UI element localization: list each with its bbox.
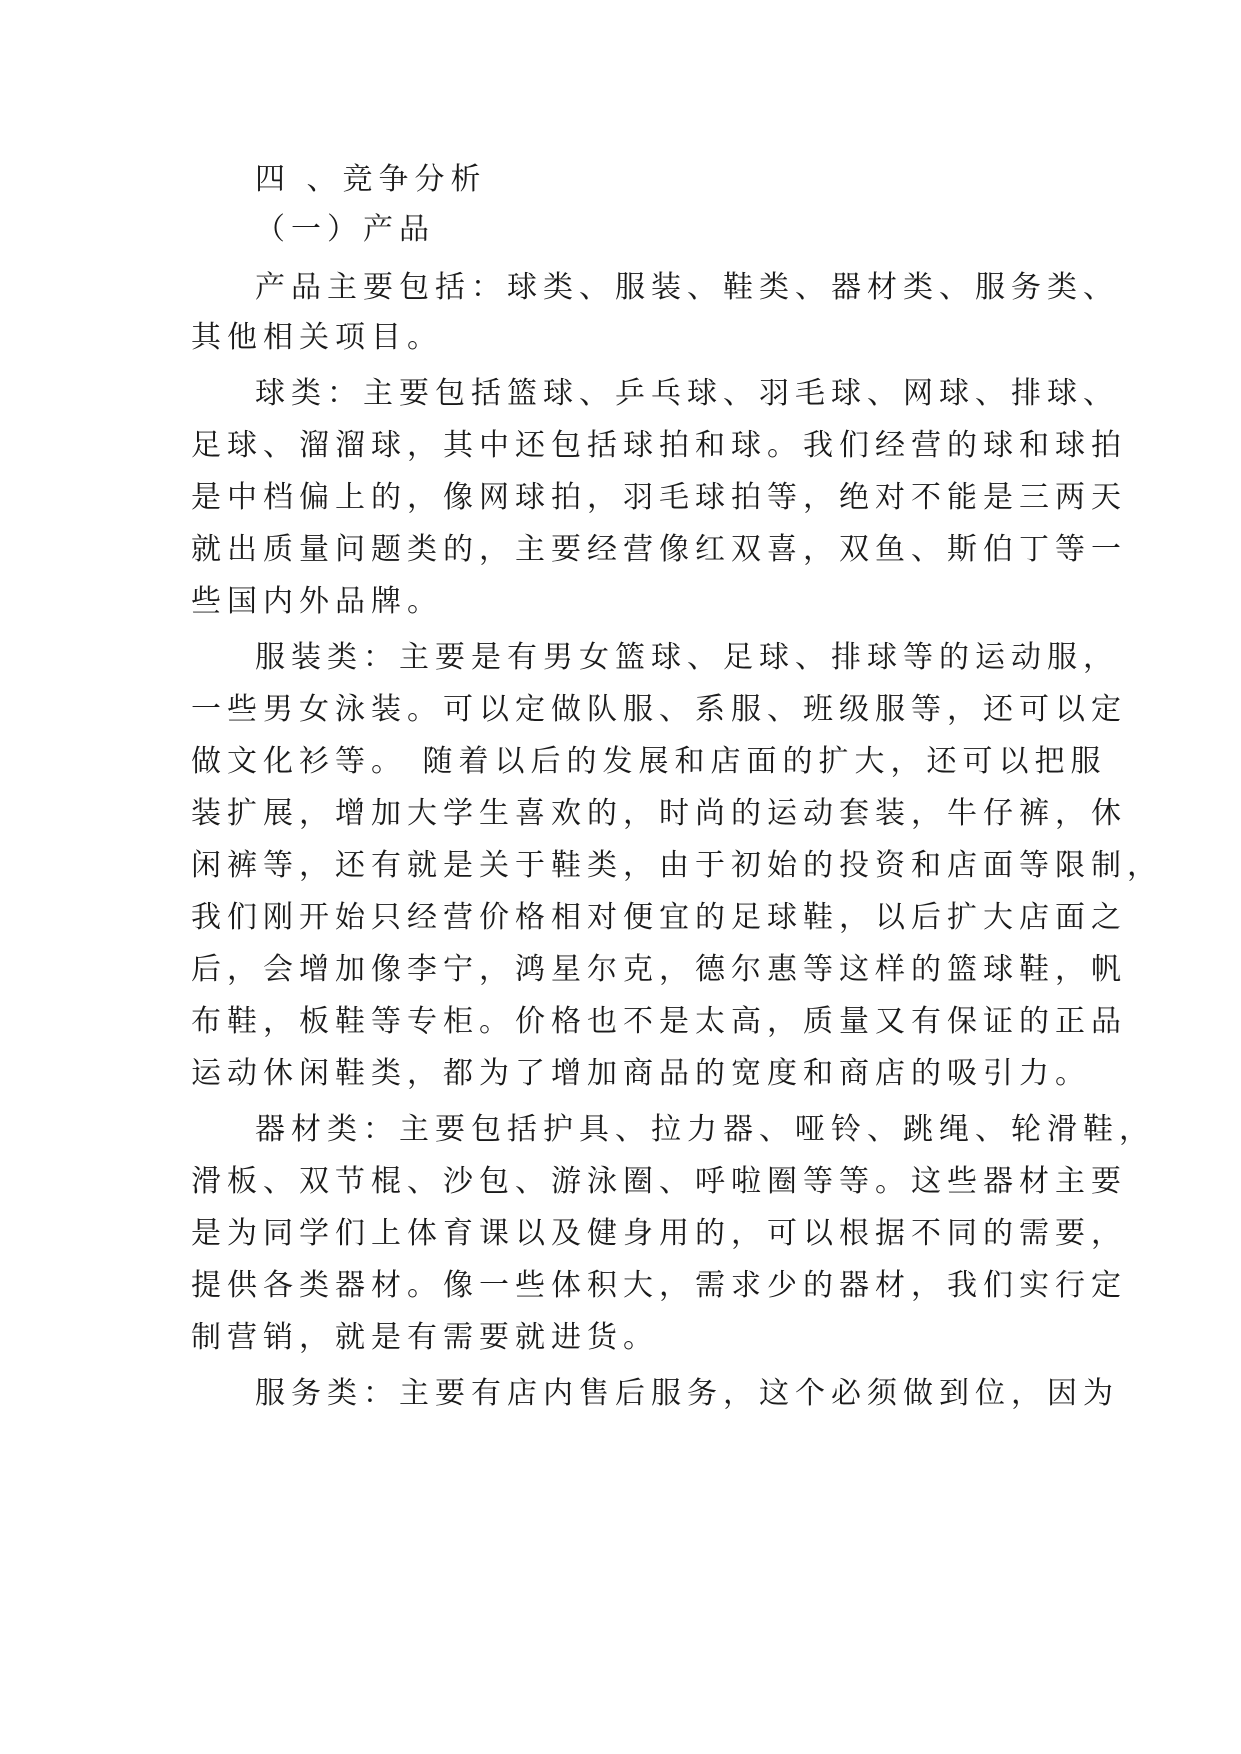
text-line: 球类：主要包括篮球、乒乓球、羽毛球、网球、排球、 bbox=[255, 376, 1119, 411]
text-line: 器材类：主要包括护具、拉力器、哑铃、跳绳、轮滑鞋， bbox=[255, 1112, 1155, 1147]
text-line: 装扩展，增加大学生喜欢的，时尚的运动套装，牛仔裤，休 bbox=[191, 796, 1127, 831]
text-line: 闲裤等，还有就是关于鞋类，由于初始的投资和店面等限制， bbox=[191, 848, 1163, 883]
text-line: 做文化衫等。 随着以后的发展和店面的扩大，还可以把服 bbox=[191, 744, 1107, 779]
text-line: 是为同学们上体育课以及健身用的，可以根据不同的需要， bbox=[191, 1216, 1127, 1251]
text-line: 服务类：主要有店内售后服务，这个必须做到位，因为 bbox=[255, 1376, 1119, 1411]
text-line: 制营销，就是有需要就进货。 bbox=[191, 1320, 659, 1355]
text-line: 足球、溜溜球，其中还包括球拍和球。我们经营的球和球拍 bbox=[191, 428, 1127, 463]
text-line: 产品主要包括：球类、服装、鞋类、器材类、服务类、 bbox=[255, 270, 1119, 305]
subsection-heading: （一）产品 bbox=[255, 212, 435, 247]
text-line: 滑板、双节棍、沙包、游泳圈、呼啦圈等等。这些器材主要 bbox=[191, 1164, 1127, 1199]
text-line: 其他相关项目。 bbox=[191, 320, 443, 355]
text-line: 提供各类器材。像一些体积大，需求少的器材，我们实行定 bbox=[191, 1268, 1127, 1303]
text-line: 后，会增加像李宁，鸿星尔克，德尔惠等这样的篮球鞋，帆 bbox=[191, 952, 1127, 987]
text-line: 布鞋，板鞋等专柜。价格也不是太高，质量又有保证的正品 bbox=[191, 1004, 1127, 1039]
text-line: 一些男女泳装。可以定做队服、系服、班级服等，还可以定 bbox=[191, 692, 1127, 727]
text-line: 些国内外品牌。 bbox=[191, 584, 443, 619]
section-heading: 四 、竞争分析 bbox=[255, 162, 487, 197]
text-line: 是中档偏上的，像网球拍，羽毛球拍等，绝对不能是三两天 bbox=[191, 480, 1127, 515]
text-line: 我们刚开始只经营价格相对便宜的足球鞋，以后扩大店面之 bbox=[191, 900, 1127, 935]
text-line: 运动休闲鞋类，都为了增加商品的宽度和商店的吸引力。 bbox=[191, 1056, 1091, 1091]
text-line: 服装类：主要是有男女篮球、足球、排球等的运动服， bbox=[255, 640, 1119, 675]
text-line: 就出质量问题类的，主要经营像红双喜，双鱼、斯伯丁等一 bbox=[191, 532, 1127, 567]
